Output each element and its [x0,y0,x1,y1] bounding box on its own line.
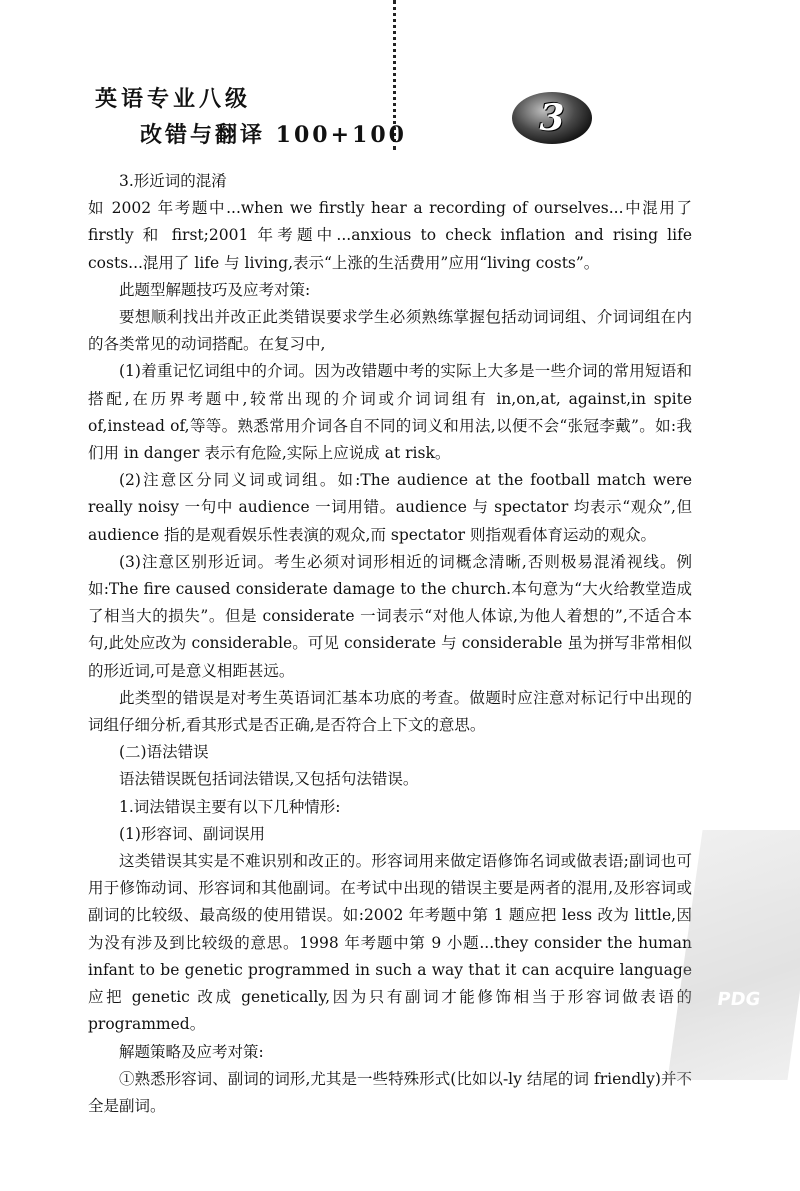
subheading: 解题策略及应考对策: [119,1042,264,1061]
page-body [88,168,692,1120]
book-subtitle: 改错与翻译 100+100 [140,122,407,148]
book-title: 英语专业八级 [95,86,252,112]
subheading: (1)形容词、副词误用 [119,824,265,843]
section-heading: (二)语法错误 [119,743,209,762]
body-paragraph: (3)注意区别形近词。考生必须对词形相近的词概念清晰,否则极易混淆视线。例如:The fire caused considerate damage to the church.本句意为“大火给教堂造成了相当大的损失”。但是 considerate 一词表示“对他人体谅,为他人着想的”,不适合本句,此处应改为 considerable。可见 considerate 与 considerable 虽为拼写非常相似的形近词,可是意义相距甚远。 [88,552,692,680]
body-paragraph: 此类型的错误是对考生英语词汇基本功底的考查。做题时应注意对标记行中出现的词组仔细分析,看其形式是否正确,是否符合上下文的意思。 [88,688,692,735]
chapter-number: 3 [539,97,565,139]
body-paragraph: 语法错误既包括词法错误,又包括句法错误。 [119,770,419,789]
body-paragraph: 如 2002 年考题中...when we firstly hear a recording of ourselves...中混用了 firstly 和 first;2001 年考题中...anxious to check inflation and rising life costs...混用了 life 与 living,表示“上涨的生活费用”应用“living costs”。 [88,199,692,272]
section-heading: 3.形近词的混淆 [119,172,227,190]
body-paragraph: 这类错误其实是不难识别和改正的。形容词用来做定语修饰名词或做表语;副词也可用于修饰动词、形容词和其他副词。在考试中出现的错误主要是两者的混用,及形容词或副词的比较级、最高级的使用错误。如:2002 年考题中第 1 题应把 less 改为 little,因为没有涉及到比较级的意思。1998 年考题中第 9 小题...they consider the human infant to be genetic programmed in such a way that it can acquire language 应把 genetic 改成 genetically,因为只有副词才能修饰相当于形容词做表语的 programmed。 [88,852,692,1034]
body-paragraph: 要想顺利找出并改正此类错误要求学生必须熟练掌握包括动词词组、介词词组在内的各类常见的动词搭配。在复习中, [88,308,692,354]
body-paragraph: (2)注意区分同义词或词组。如:The audience at the football match were really noisy 一句中 audience 一词用错。audience 与 spectator 均表示“观众”,但 audience 指的是观看娱乐性表演的观众,而 spectator 则指观看体育运动的观众。 [88,471,692,544]
subheading: 此题型解题技巧及应考对策: [119,280,311,299]
subheading: 1.词法错误主要有以下几种情形: [119,797,341,816]
watermark-text: PDG [715,989,762,1010]
body-paragraph: ①熟悉形容词、副词的词形,尤其是一些特殊形式(比如以-ly 结尾的词 friendly)并不全是副词。 [88,1069,692,1115]
chapter-badge [512,92,592,144]
body-paragraph: (1)着重记忆词组中的介词。因为改错题中考的实际上大多是一些介词的常用短语和搭配,在历界考题中,较常出现的介词或介词词组有 in,on,at, against,in spite of,instead of,等等。熟悉常用介词各自不同的词义和用法,以便不会“张冠李戴”。如:我们用 in danger 表示有危险,实际上应说成 at risk。 [88,362,692,463]
